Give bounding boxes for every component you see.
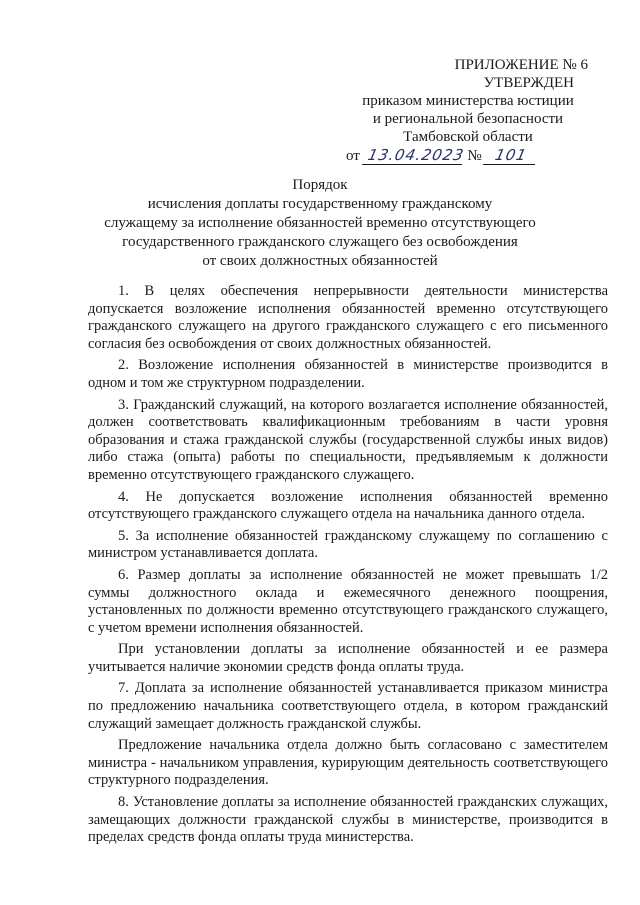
title-line-4: государственного гражданского служащего без освобождения xyxy=(122,234,518,250)
document-title xyxy=(60,176,580,271)
number-label: № xyxy=(467,148,482,164)
paragraph-1: 1. В целях обеспечения непрерывности деятельности министерства допускается возложение исполнения обязанностей временно отсутствующего гражданского служащего на другого гражданского служащего с его письменного согласия без освобождения от своих должностных обязанностей. xyxy=(88,283,608,352)
paragraph-3: 3. Гражданский служащий, на которого возлагается исполнение обязанностей, должен соответствовать квалификационным требованиям в части уровня образования и стажа гражданской службы (государственной службы иных видов) либо стажа (опыта) работы по специальности, предъявляемым к должности временно отсутствующего гражданского служащего. xyxy=(88,396,608,483)
paragraph-7-note: Предложение начальника отдела должно быть согласовано с заместителем министра - начальником управления, курирующим деятельность соответствующего структурного подразделения. xyxy=(88,737,608,789)
order-date-number xyxy=(338,146,598,165)
paragraph-8: 8. Установление доплаты за исполнение обязанностей гражданских служащих, замещающих должности гражданской службы в министерстве, производится в пределах средств фонда оплаты труда министерства. xyxy=(88,794,608,846)
approved-label: УТВЕРЖДЕН xyxy=(483,75,574,91)
paragraph-7: 7. Доплата за исполнение обязанностей устанавливается приказом министра по предложению начальника соответствующего отдела, в котором гражданский служащий замещает должность гражданской службы. xyxy=(88,680,608,732)
title-line-2: исчисления доплаты государственному гражданскому xyxy=(147,196,493,212)
from-label: от xyxy=(346,148,360,164)
title-line-5: от своих должностных обязанностей xyxy=(202,253,438,269)
paragraph-2: 2. Возложение исполнения обязанностей в министерстве производится в одном и том же структурном подразделении. xyxy=(88,357,608,391)
order-line-3: Тамбовской области xyxy=(403,129,533,145)
paragraph-4: 4. Не допускается возложение исполнения обязанностей временно отсутствующего гражданского служащего отдела на начальника данного отдела. xyxy=(88,488,608,523)
paragraph-6: 6. Размер доплаты за исполнение обязанностей не может превышать 1/2 суммы должностного оклада и ежемесячного денежного поощрения, установленных по должности временно отсутствующего гражданского служащего, с учетом времени исполнения обязанностей. xyxy=(88,566,608,636)
document-body xyxy=(88,283,608,851)
title-line-3: служащему за исполнение обязанностей временно отсутствующего xyxy=(104,215,536,231)
approval-header xyxy=(338,56,598,165)
order-line-2: и региональной безопасности xyxy=(372,111,564,127)
paragraph-6-note: При установлении доплаты за исполнение обязанностей и ее размера учитывается наличие экономии средств фонда оплаты труда. xyxy=(88,641,608,675)
handwritten-date: 13.04.2023 xyxy=(362,146,466,165)
paragraph-5: 5. За исполнение обязанностей гражданскому служащему по соглашению с министром устанавливается доплата. xyxy=(88,527,608,562)
title-line-1: Порядок xyxy=(292,177,348,193)
appendix-label: ПРИЛОЖЕНИЕ № 6 xyxy=(454,57,588,73)
order-line-1: приказом министерства юстиции xyxy=(362,93,574,109)
handwritten-number: 101 xyxy=(483,146,539,165)
